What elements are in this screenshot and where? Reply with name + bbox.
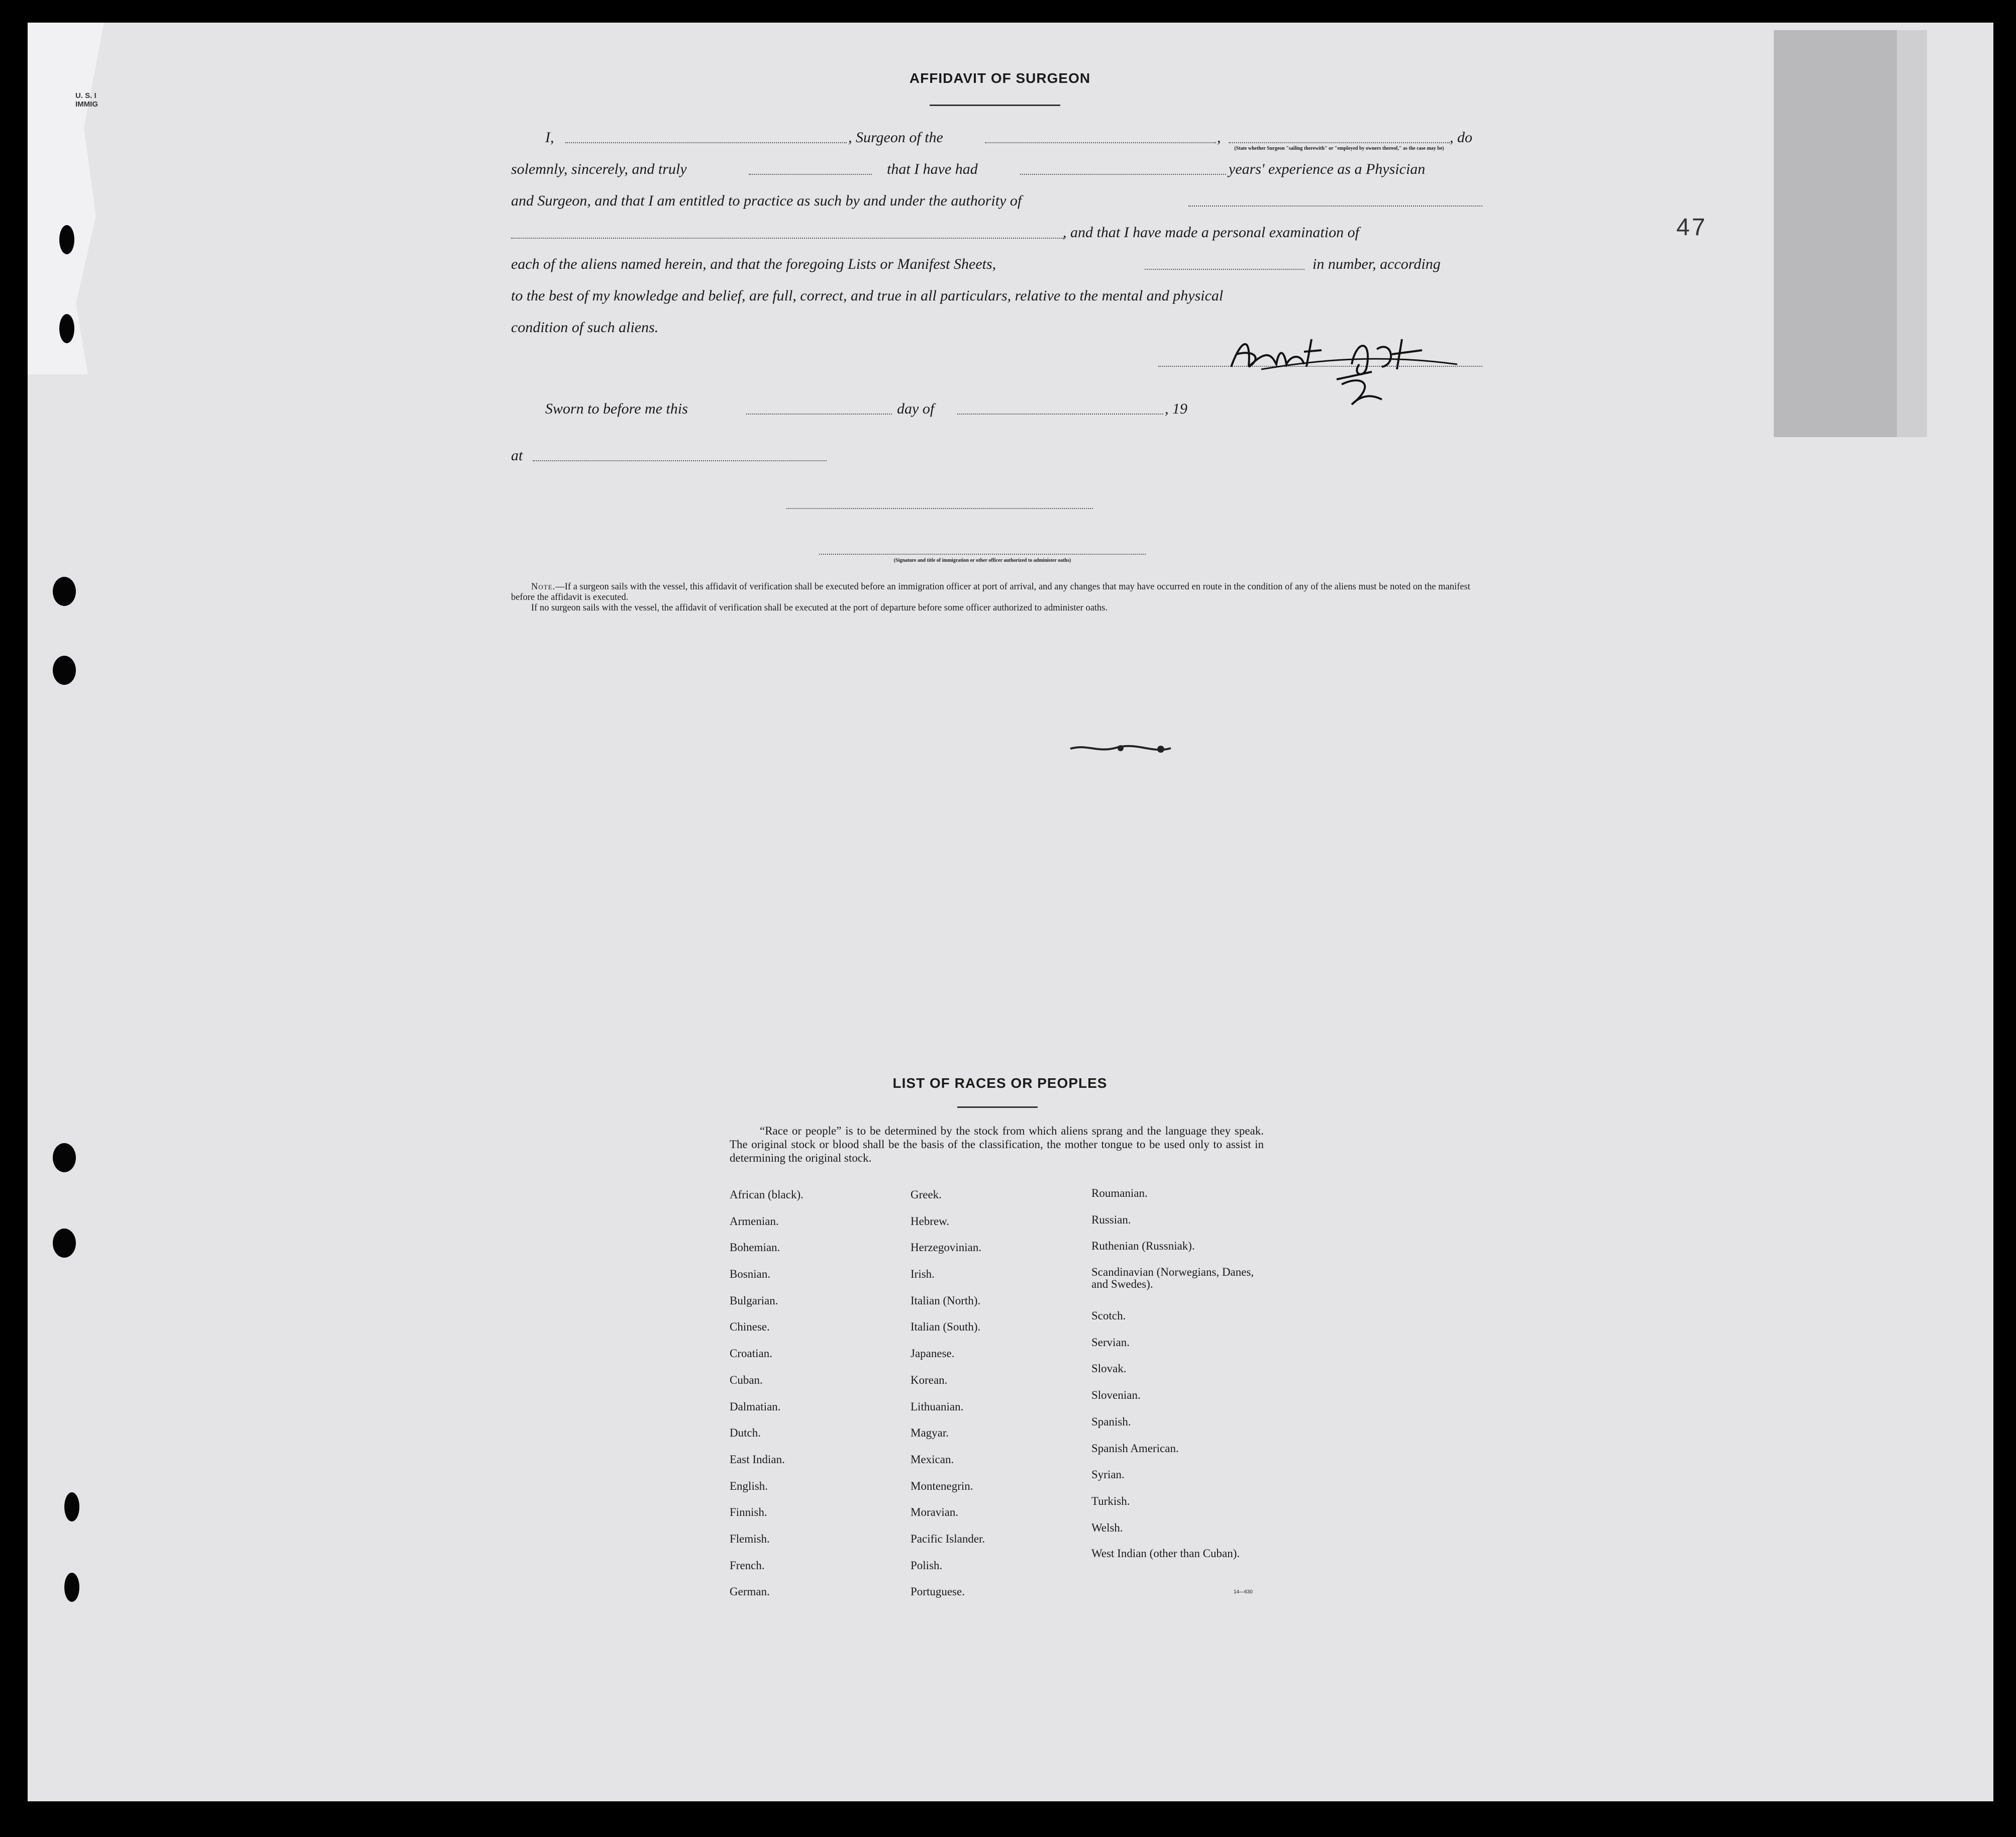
race-item: African (black). bbox=[730, 1188, 803, 1201]
blank-vessel bbox=[985, 142, 1216, 143]
sworn-place-label: at bbox=[511, 447, 523, 464]
race-item: German. bbox=[730, 1585, 770, 1598]
affidavit-line: condition of such aliens. bbox=[511, 319, 659, 336]
races-column-2 bbox=[911, 1188, 1081, 1612]
affidavit-line: , do bbox=[1450, 129, 1472, 146]
race-item: Dutch. bbox=[730, 1426, 761, 1440]
punch-hole bbox=[53, 1229, 76, 1258]
blank-sheet-count bbox=[1145, 269, 1304, 270]
race-item: French. bbox=[730, 1559, 765, 1572]
affidavit-line: to the best of my knowledge and belief, are full, correct, and true in all particulars, relative to the mental and physical bbox=[511, 287, 1224, 304]
race-item: Ruthenian (Russniak). bbox=[1091, 1240, 1195, 1253]
race-item: Servian. bbox=[1091, 1336, 1130, 1349]
race-item: Pacific Islander. bbox=[911, 1532, 985, 1545]
race-item: Flemish. bbox=[730, 1532, 770, 1545]
affidavit-line: solemnly, sincerely, and truly bbox=[511, 161, 687, 177]
punch-hole bbox=[64, 1573, 79, 1602]
races-title: LIST OF RACES OR PEOPLES bbox=[892, 1075, 1107, 1091]
page-number: 47 bbox=[1676, 214, 1707, 241]
race-item: Greek. bbox=[911, 1188, 942, 1201]
officer-caption: (Signature and title of immigration or other officer authorized to administer oaths) bbox=[893, 558, 1071, 563]
race-item: Hebrew. bbox=[911, 1214, 950, 1228]
blank-day bbox=[746, 414, 892, 415]
race-item: Spanish. bbox=[1091, 1415, 1131, 1428]
affidavit-line: , and that I have made a personal examination of bbox=[1063, 224, 1359, 241]
affidavit-line: in number, according bbox=[1313, 256, 1441, 272]
title-underline bbox=[930, 105, 1060, 106]
stamp-line: U. S. I bbox=[75, 91, 96, 100]
race-item: Syrian. bbox=[1091, 1468, 1125, 1481]
race-item: Finnish. bbox=[730, 1506, 767, 1519]
race-item: Slovenian. bbox=[1091, 1389, 1141, 1402]
race-item: Magyar. bbox=[911, 1426, 949, 1440]
race-item: Herzegovinian. bbox=[911, 1241, 982, 1254]
race-item: Italian (North). bbox=[911, 1294, 981, 1307]
note-paragraph: —If a surgeon sails with the vessel, this affidavit of verification shall be executed before an immigration officer at port of arrival, and any changes that may have occurred en route in the condition of any of the aliens must be noted on the manifest before the affidavit is executed. bbox=[511, 582, 1470, 602]
race-item: Polish. bbox=[911, 1559, 943, 1572]
officer-signature-line bbox=[786, 508, 1093, 509]
surgeon-signature bbox=[1221, 319, 1472, 412]
race-item: Slovak. bbox=[1091, 1362, 1127, 1375]
race-item: Russian. bbox=[1091, 1213, 1131, 1226]
blank-authority-cont bbox=[511, 238, 1064, 239]
races-column-3 bbox=[1091, 1187, 1272, 1578]
affidavit-line: that I have had bbox=[887, 161, 978, 177]
race-item: Montenegrin. bbox=[911, 1479, 973, 1492]
race-item: Mexican. bbox=[911, 1453, 954, 1466]
races-column-1 bbox=[730, 1188, 900, 1612]
race-item: Chinese. bbox=[730, 1320, 770, 1334]
blank-month bbox=[957, 414, 1163, 415]
races-title-underline bbox=[957, 1106, 1038, 1108]
affidavit-line: , bbox=[1217, 129, 1221, 146]
race-item: English. bbox=[730, 1479, 768, 1492]
race-item: Armenian. bbox=[730, 1214, 779, 1228]
form-number: 14—630 bbox=[1234, 1589, 1253, 1595]
sworn-text: , 19 bbox=[1165, 400, 1187, 417]
race-item: Bulgarian. bbox=[730, 1294, 778, 1307]
tape-strip bbox=[1774, 30, 1922, 437]
affidavit-note bbox=[511, 582, 1481, 614]
race-item: Roumanian. bbox=[1091, 1187, 1148, 1199]
blank-swear bbox=[749, 174, 872, 175]
race-item: Portuguese. bbox=[911, 1585, 965, 1598]
sworn-text: Sworn to before me this bbox=[545, 400, 688, 417]
officer-title-line bbox=[819, 554, 1146, 555]
affidavit-line: I, bbox=[545, 129, 554, 146]
races-intro: “Race or people” is to be determined by the stock from which aliens sprang and the language they speak. The original stock or blood shall be the basis of the classification, the mother tongue to be used only to assist in determining the original stock. bbox=[730, 1125, 1264, 1164]
affidavit-line: years' experience as a Physician bbox=[1229, 161, 1426, 177]
race-item: Irish. bbox=[911, 1268, 935, 1281]
punch-hole bbox=[64, 1492, 79, 1521]
race-item: Bosnian. bbox=[730, 1268, 771, 1281]
race-item: Dalmatian. bbox=[730, 1400, 781, 1413]
note-label: Note. bbox=[531, 582, 556, 592]
race-item: Scotch. bbox=[1091, 1309, 1126, 1322]
note-paragraph: If no surgeon sails with the vessel, the affidavit of verification shall be executed at the port of departure before some officer authorized to administer oaths. bbox=[531, 603, 1108, 613]
ornament-divider bbox=[1068, 741, 1173, 756]
race-item: Korean. bbox=[911, 1373, 948, 1386]
race-item: East Indian. bbox=[730, 1453, 785, 1466]
race-item: Scandinavian (Norwegians, Danes, and Swedes). bbox=[1091, 1266, 1254, 1291]
sworn-text: day of bbox=[897, 400, 935, 417]
blank-surgeon-name bbox=[565, 142, 847, 143]
blank-place bbox=[533, 460, 827, 461]
race-item: West Indian (other than Cuban). bbox=[1091, 1547, 1240, 1560]
race-item: Turkish. bbox=[1091, 1494, 1130, 1507]
blank-years bbox=[1020, 174, 1226, 175]
race-item: Lithuanian. bbox=[911, 1400, 964, 1413]
stamp-mark bbox=[75, 91, 98, 109]
affidavit-line: each of the aliens named herein, and that the foregoing Lists or Manifest Sheets, bbox=[511, 256, 996, 272]
race-item: Italian (South). bbox=[911, 1320, 981, 1334]
punch-hole bbox=[53, 1143, 76, 1172]
race-item: Croatian. bbox=[730, 1347, 772, 1360]
affidavit-line: and Surgeon, and that I am entitled to practice as such by and under the authority of bbox=[511, 192, 1022, 209]
blank-surgeon-status bbox=[1229, 142, 1450, 143]
race-item: Bohemian. bbox=[730, 1241, 780, 1254]
punch-hole bbox=[53, 577, 76, 606]
punch-hole bbox=[59, 314, 74, 343]
race-item: Cuban. bbox=[730, 1373, 763, 1386]
punch-hole bbox=[53, 656, 76, 685]
punch-hole bbox=[59, 225, 74, 254]
affidavit-line: , Surgeon of the bbox=[848, 129, 943, 146]
race-item: Welsh. bbox=[1091, 1521, 1123, 1534]
race-item: Japanese. bbox=[911, 1347, 955, 1360]
parenthetical-instruction: (State whether Surgeon "sailing therewith" or "employed by owners thereof," as the case may be) bbox=[1234, 146, 1444, 151]
stamp-line: IMMIG bbox=[75, 100, 98, 109]
race-item: Moravian. bbox=[911, 1506, 959, 1519]
race-item: Spanish American. bbox=[1091, 1442, 1179, 1455]
blank-authority bbox=[1188, 206, 1482, 207]
affidavit-title: AFFIDAVIT OF SURGEON bbox=[909, 70, 1091, 86]
